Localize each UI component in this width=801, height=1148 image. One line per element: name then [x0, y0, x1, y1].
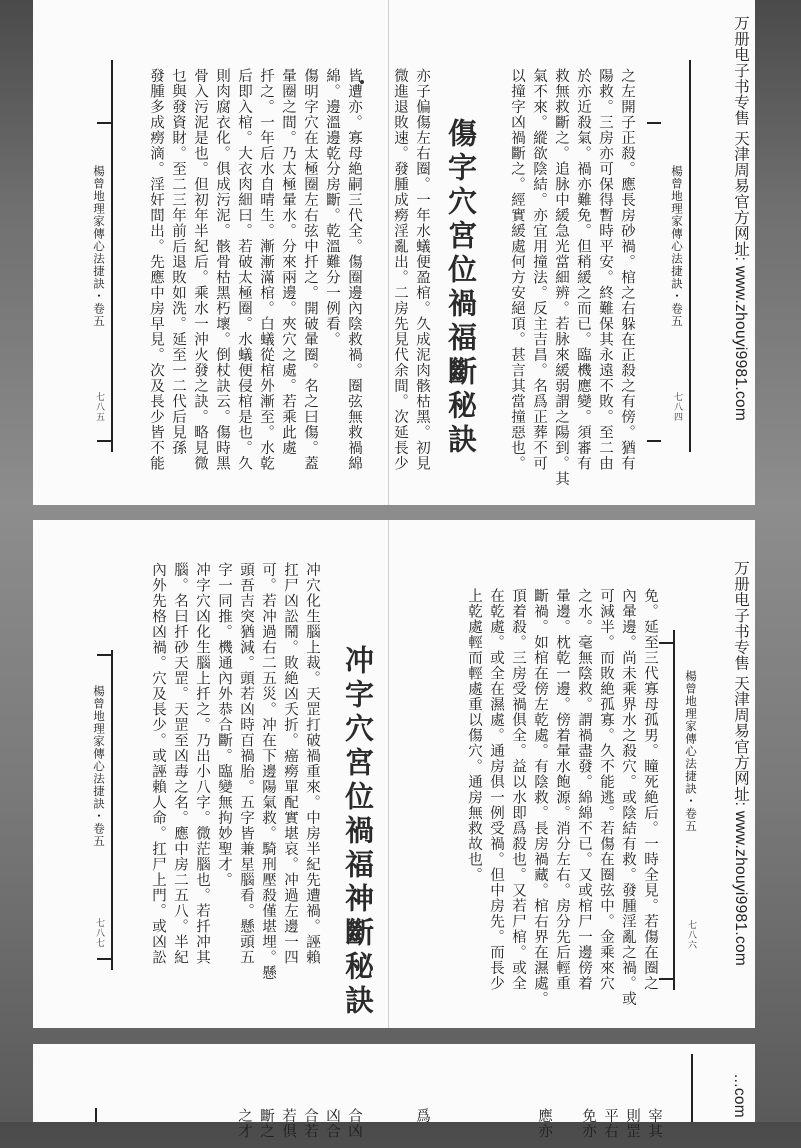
- bracket-mark: [97, 122, 111, 124]
- text-column: 則罡: [624, 1108, 640, 1139]
- section-title: 冲字穴宮位禍福神斷秘訣: [341, 645, 375, 1019]
- text-column: 乜與發資財。至二三年前后退敗如洗。延至一二代后見孫: [170, 68, 186, 456]
- watermark: 万册电子书专售 天津周易官方网址: www.zhouyi9981.com: [732, 15, 749, 422]
- text-column: 合凶: [346, 1108, 362, 1139]
- header-rule: [111, 60, 113, 452]
- header-rule: [673, 630, 675, 990]
- text-column: 可減半。而敗絶孤寡。久不能逃。若傷在圈弦中。金乘來穴: [598, 588, 614, 991]
- text-column: 於亦近殺氣。禍亦難免。但稍緩之而已。臨機應變。須審有: [575, 68, 591, 471]
- text-column: 則肉腐衣化。俱成污泥。骸骨枯黑朽壞。倒杖訣云。傷時黑: [214, 68, 230, 471]
- text-column: 陽救。三房亦可保得暫時平安。終難保其永遠不敗。至二由: [597, 68, 613, 471]
- bracket-mark: [97, 654, 111, 656]
- text-column: 氣不來。縱欲陰結。亦宜用撞法。反主吉昌。名爲正葬不可: [531, 68, 547, 471]
- text-column: 發腫多成癆滴。淫奸間出。先應中房早見。次及長少皆不能: [148, 68, 164, 471]
- text-column: 平右: [602, 1108, 618, 1139]
- text-column: 冲字穴凶化生腦上扦之。乃出小八字。微茫腦也。若扦冲其: [194, 562, 210, 965]
- page-number: 七八五: [94, 392, 104, 422]
- text-column: 應亦: [536, 1108, 552, 1139]
- page-number: 七八六: [686, 920, 696, 950]
- text-column: 扦之。一年后水自晴生。漸漸滿棺。白蟻從棺外漸至。水乾: [258, 68, 274, 471]
- header-rule: [111, 650, 113, 970]
- text-column: 合若: [302, 1108, 318, 1139]
- watermark: ...com: [731, 1074, 748, 1119]
- text-column: 骨入污泥是也。但初年半紀后。乘水一沖火發之訣。略見微: [192, 68, 208, 471]
- text-column: 內外先格凶禍。穴及長少。或誣賴人命。扛尸上門。或凶訟: [150, 562, 166, 965]
- text-column: 上乾處輕而輕處重以傷穴。通房無救故也。: [466, 588, 482, 883]
- text-column: 宰其: [646, 1108, 662, 1139]
- text-column: 凶合: [324, 1108, 340, 1139]
- header-rule: [691, 1054, 693, 1122]
- watermark: 万册电子书专售 天津周易官方网址: www.zhouyi9981.com: [732, 560, 749, 967]
- running-header: 楊曾地理家傳心法捷訣・卷五: [670, 165, 684, 328]
- text-column: 暈邊。枕乾一邊。傍着暈水飽源。消分左右。房分先后輕重: [554, 588, 570, 991]
- text-column: 皆遭亦。寡母絶嗣三代全。傷圈邊內陰救禍。圈弦無救禍綿: [346, 68, 362, 471]
- text-column: 以撞字凶禍斷之。經實緩處何方安絕頂。甚言其當撞惡也。: [509, 68, 525, 471]
- section-title: 傷字穴宮位禍福斷秘訣: [444, 118, 478, 458]
- text-column: 免。延至三代寡母孤男。瞳死絶后。一時全見。若傷在圈之: [642, 588, 658, 991]
- header-rule: [95, 1108, 97, 1122]
- text-column: 之左開子正殺。應長房砂禍。棺之右躲在正殺之有傍。猶有: [619, 68, 635, 471]
- scanned-page-1: [33, 0, 755, 505]
- scanned-page-2: [33, 520, 755, 1028]
- text-column: 頂着殺。三房受禍俱全。益以水即爲殺也。又若尸棺。或全: [510, 588, 526, 991]
- text-column: 字一同推。機通內外恭合斷。臨變無拘妙聖才。: [216, 562, 232, 888]
- bracket-mark: [659, 642, 673, 644]
- scanned-page-3: [33, 1044, 755, 1139]
- text-column: 暈圈之間。乃太極暈水。分來兩邊。夾穴之處。若乘此處: [280, 68, 296, 456]
- text-column: 傷明字穴在太極圈左右弦中扦之。開破暈圈。名之曰傷。蓋: [302, 68, 318, 471]
- page-number: 七八四: [672, 392, 682, 422]
- text-column: 之水。毫無陰救。謂禍盡發。綿綿不已。又或棺尸一邊傍着: [576, 588, 592, 991]
- text-column: 免亦: [580, 1108, 596, 1139]
- text-column: 腦。名曰扦砂天罡。天罡至凶毒之名。應中房二五八。半紀: [172, 562, 188, 965]
- text-column: 亦子偏傷左右圈。一年水蟻便盈棺。久成泥肉骸枯黑。初見: [414, 68, 430, 471]
- text-column: 爲: [414, 1108, 430, 1124]
- text-column: 若俱: [280, 1108, 296, 1139]
- text-column: 內暈邊。尚未乘界水之殺穴。或陰結有救。發腫淫亂之禍。或: [620, 588, 636, 1007]
- text-column: 綿。邊溫邊乾分房斷。乾溫難分一例看。: [324, 68, 340, 347]
- header-rule: [689, 60, 691, 452]
- bracket-mark: [647, 440, 661, 442]
- text-column: 頭吾吉突猶減。頭若凶時百禍胎。五字皆兼星腦看。懸頭五: [238, 562, 254, 965]
- running-header: 楊曾地理家傳心法捷訣・卷五: [92, 165, 106, 328]
- text-column: 可。若冲過右二五災。冲在下邊陽氣救。騎刑壓殺僅堪埋。懸: [260, 562, 276, 981]
- text-column: 后即入棺。大衣肉細曰。若破太極圈。水蟻便侵棺是也。久: [236, 68, 252, 471]
- text-column: 斷禍。如棺在傍左乾處。有陰救。長房禍藏。棺右界在濕處。: [532, 588, 548, 1007]
- text-column: 微進退敗速。發腫成癆淫亂出。二房先見代余間。次延長少: [392, 68, 408, 471]
- text-column: 冲穴化生腦上裁。天罡打破禍重來。中房半紀先遭禍。誣賴: [304, 562, 320, 965]
- text-column: 扛尸凶訟鬧。敗絶凶夭折。癌癆單配實堪哀。冲過左邊一四: [282, 562, 298, 965]
- running-header: 楊曾地理家傳心法捷訣・卷五: [684, 670, 698, 833]
- page-fold: [388, 520, 389, 1028]
- running-header: 楊曾地理家傳心法捷訣・卷五: [92, 685, 106, 848]
- text-column: 救無救斷之。追脉中緩急光當細辨。若脉來緩弱謂之陽到。其: [553, 68, 569, 487]
- text-column: 斷之: [258, 1108, 274, 1139]
- bracket-mark: [97, 958, 111, 960]
- bracket-mark: [647, 122, 661, 124]
- bracket-mark: [659, 978, 673, 980]
- text-column: 在乾處。或全在濕處。通房俱一例受禍。但中房先。而長少: [488, 588, 504, 991]
- text-column: 之才: [236, 1108, 252, 1139]
- page-number: 七八七: [94, 918, 104, 948]
- bracket-mark: [97, 440, 111, 442]
